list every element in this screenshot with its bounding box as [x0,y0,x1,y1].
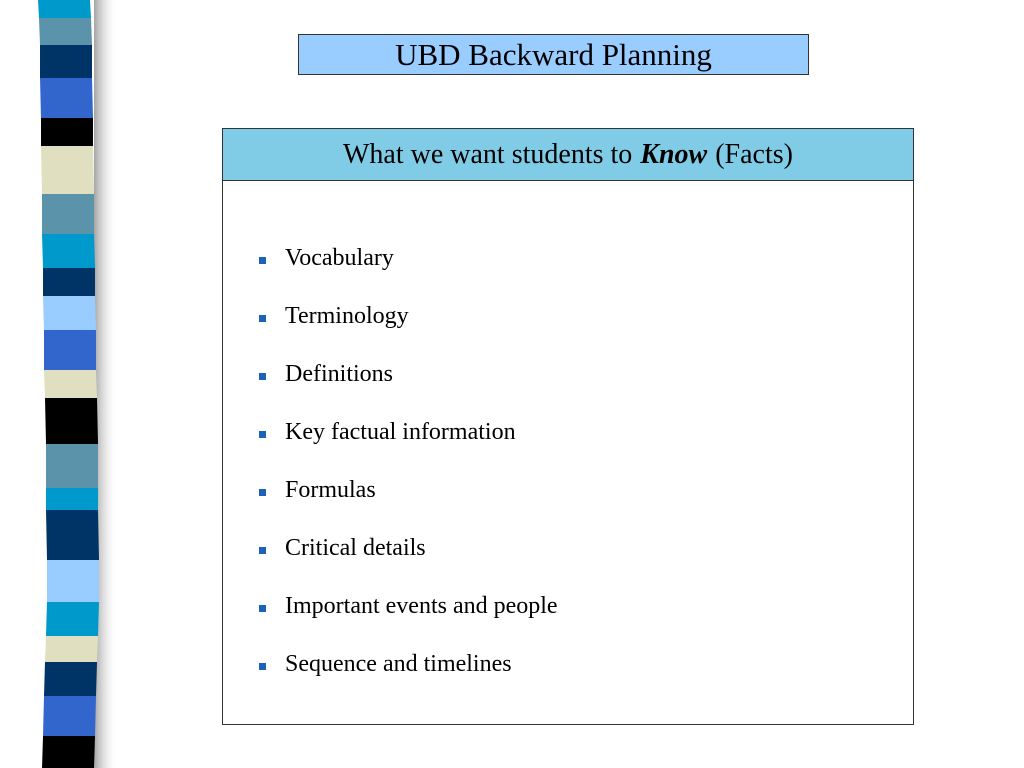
header-prefix: What we want students to [343,138,633,170]
header-suffix: (Facts) [715,138,793,170]
bullet-list [223,181,913,693]
list-item-text: Sequence and timelines [285,650,512,677]
list-item-text: Critical details [285,534,426,561]
list-item [259,577,913,635]
list-item-text: Terminology [285,302,409,329]
list-item [259,519,913,577]
square-bullet-icon [259,315,266,322]
list-item-text: Formulas [285,476,376,503]
stripe-graphic [0,0,120,768]
list-item [259,345,913,403]
list-item [259,403,913,461]
decorative-stripe-bar [0,0,120,768]
slide-title-text: UBD Backward Planning [395,36,712,72]
square-bullet-icon [259,431,266,438]
square-bullet-icon [259,547,266,554]
panel-header [223,129,913,181]
header-emphasis: Know [640,138,708,170]
slide-title [298,34,809,75]
square-bullet-icon [259,373,266,380]
list-item [259,635,913,693]
square-bullet-icon [259,663,266,670]
list-item-text: Vocabulary [285,244,394,271]
list-item [259,287,913,345]
square-bullet-icon [259,257,266,264]
list-item-text: Important events and people [285,592,558,619]
content-panel [222,128,914,725]
list-item-text: Definitions [285,360,393,387]
list-item-text: Key factual information [285,418,516,445]
list-item [259,461,913,519]
square-bullet-icon [259,489,266,496]
square-bullet-icon [259,605,266,612]
list-item [259,229,913,287]
